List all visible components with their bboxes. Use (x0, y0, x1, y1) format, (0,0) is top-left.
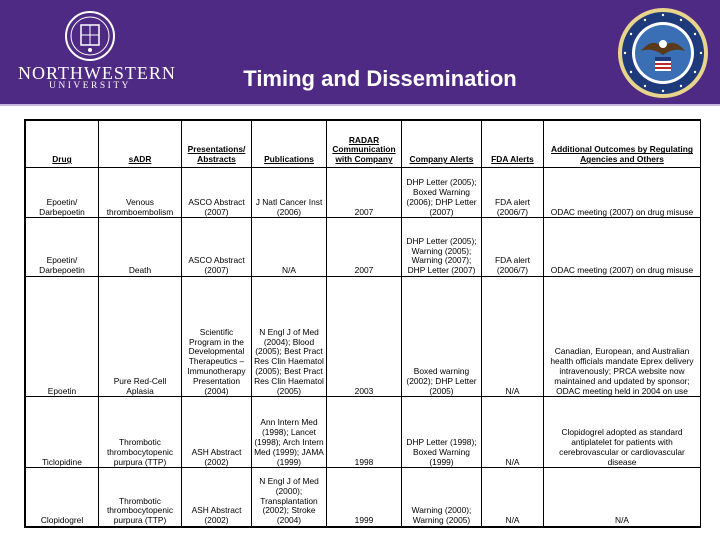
cell-drug: Ticlopidine (26, 397, 99, 468)
cell-drug: Epoetin/ Darbepoetin (26, 168, 99, 218)
cell-drug: Epoetin/ Darbepoetin (26, 218, 99, 277)
cell-publications: J Natl Cancer Inst (2006) (252, 168, 327, 218)
cell-publications: Ann Intern Med (1998); Lancet (1998); Arch Intern Med (1999); JAMA (1999) (252, 397, 327, 468)
column-header-presentations: Presentations/ Abstracts (182, 121, 252, 168)
table-row (26, 218, 701, 277)
cell-presentations: ASCO Abstract (2007) (182, 218, 252, 277)
column-header-publications: Publications (252, 121, 327, 168)
cell-drug: Epoetin (26, 277, 99, 397)
slide-header (0, 0, 720, 104)
cell-additional-outcomes: ODAC meeting (2007) on drug misuse (544, 218, 701, 277)
cell-publications: N/A (252, 218, 327, 277)
cell-company-alerts: DHP Letter (2005); Warning (2005); Warning (2007); DHP Letter (2007) (402, 218, 482, 277)
timing-dissemination-table (24, 119, 701, 528)
cell-fda-alerts: N/A (482, 397, 544, 468)
cell-fda-alerts: N/A (482, 468, 544, 527)
cell-radar: 2007 (327, 168, 402, 218)
cell-presentations: ASH Abstract (2002) (182, 397, 252, 468)
table-row (26, 468, 701, 527)
northwestern-seal-icon (64, 10, 116, 62)
cell-company-alerts: DHP Letter (1998); Boxed Warning (1999) (402, 397, 482, 468)
cell-publications: N Engl J of Med (2004); Blood (2005); Best Pract Res Clin Haematol (2005); Best Pract Res Clin Haematol (2005) (252, 277, 327, 397)
cell-sadr: Death (99, 218, 182, 277)
cell-additional-outcomes: Canadian, European, and Australian health officials mandate Eprex delivery intravenously; PRCA website now maintained and updated by sponsor; ODAC meeting held in 2004 on use (544, 277, 701, 397)
table-header-row (26, 121, 701, 168)
data-table (25, 120, 701, 527)
cell-presentations: ASH Abstract (2002) (182, 468, 252, 527)
table-row (26, 168, 701, 218)
cell-presentations: Scientific Program in the Developmental Therapeutics – Immunotherapy Presentation (2004) (182, 277, 252, 397)
cell-fda-alerts: FDA alert (2006/7) (482, 168, 544, 218)
cell-additional-outcomes: Clopidogrel adopted as standard antiplatelet for patients with cerebrovascular or cardiovascular disease (544, 397, 701, 468)
header-divider (0, 104, 720, 106)
cell-publications: N Engl J of Med (2000); Transplantation (2002); Stroke (2004) (252, 468, 327, 527)
cell-sadr: Pure Red-Cell Aplasia (99, 277, 182, 397)
table-row (26, 277, 701, 397)
column-header-fda-alerts: FDA Alerts (482, 121, 544, 168)
cell-sadr: Thrombotic thrombocytopenic purpura (TTP) (99, 468, 182, 527)
column-header-radar-communication: RADAR Communication with Company (327, 121, 402, 168)
column-header-drug: Drug (26, 121, 99, 168)
cell-company-alerts: DHP Letter (2005); Boxed Warning (2006); DHP Letter (2007) (402, 168, 482, 218)
cell-additional-outcomes: N/A (544, 468, 701, 527)
column-header-sadr: sADR (99, 121, 182, 168)
cell-drug: Clopidogrel (26, 468, 99, 527)
cell-radar: 1998 (327, 397, 402, 468)
veterans-affairs-seal-icon (617, 7, 709, 99)
cell-fda-alerts: N/A (482, 277, 544, 397)
cell-additional-outcomes: ODAC meeting (2007) on drug misuse (544, 168, 701, 218)
cell-radar: 1999 (327, 468, 402, 527)
cell-radar: 2007 (327, 218, 402, 277)
university-name: NORTHWESTERN (18, 63, 176, 83)
cell-sadr: Venous thromboembolism (99, 168, 182, 218)
column-header-company-alerts: Company Alerts (402, 121, 482, 168)
cell-company-alerts: Warning (2000); Warning (2005) (402, 468, 482, 527)
slide-title: Timing and Dissemination (243, 66, 517, 91)
cell-radar: 2003 (327, 277, 402, 397)
cell-company-alerts: Boxed warning (2002); DHP Letter (2005) (402, 277, 482, 397)
cell-presentations: ASCO Abstract (2007) (182, 168, 252, 218)
university-subtitle: UNIVERSITY (49, 81, 131, 91)
table-row (26, 397, 701, 468)
cell-sadr: Thrombotic thrombocytopenic purpura (TTP) (99, 397, 182, 468)
cell-fda-alerts: FDA alert (2006/7) (482, 218, 544, 277)
column-header-additional-outcomes: Additional Outcomes by Regulating Agencies and Others (544, 121, 701, 168)
